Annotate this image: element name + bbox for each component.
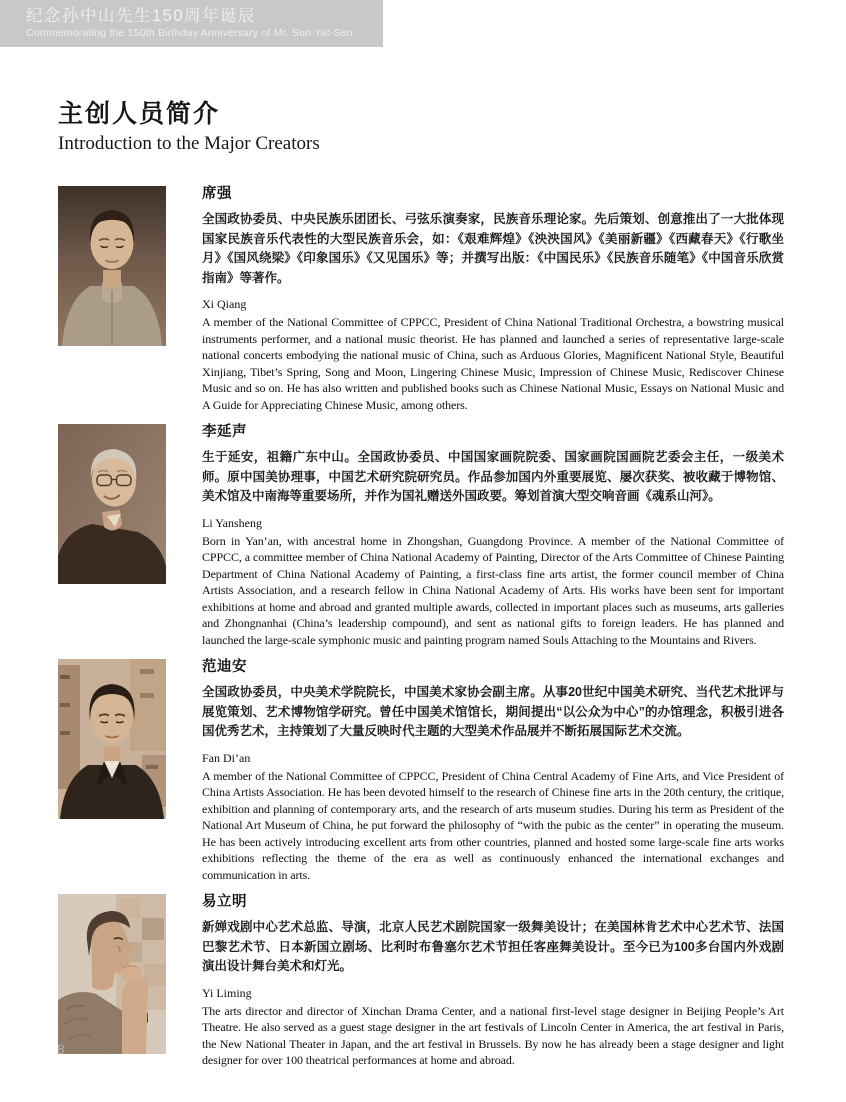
sepia-portrait-frontal: [58, 186, 166, 346]
portrait-photo-yi-liming: [58, 894, 166, 1054]
portrait-photo-xi-qiang: [58, 186, 166, 346]
profile-name-en: Li Yansheng: [202, 515, 263, 530]
profile-xi-qiang: [58, 186, 788, 413]
page-title-zh: 主创人员简介: [58, 100, 221, 128]
profile-name-zh: 易立明: [202, 894, 247, 910]
header-banner: [0, 0, 383, 47]
page-title-en: Introduction to the Major Creators: [58, 133, 320, 154]
profile-bio-zh: 全国政协委员，中央美术学院院长，中国美术家协会副主席。从事20世纪中国美术研究、当代艺术批评与展览策划、艺术博物馆学研究。曾任中国美术馆馆长，期间提出“以公众为中心”的办馆理念，积极引进各国优秀艺术，主持策划了大量反映时代主题的大型美术作品展并不断拓展国际艺术交流。: [202, 685, 784, 738]
sepia-portrait-profile-thinking: [58, 894, 166, 1054]
profile-name-en: Fan Di’an: [202, 750, 251, 765]
profile-text-block: [202, 186, 784, 413]
portrait-photo-fan-dian: [58, 659, 166, 819]
profile-yi-liming: [58, 894, 788, 1069]
portrait-photo-li-yansheng: [58, 424, 166, 584]
profile-text-block: [202, 894, 784, 1069]
profile-bio-zh: 新婵戏剧中心艺术总监、导演，北京人民艺术剧院国家一级舞美设计；在美国林肯艺术中心艺术节、法国巴黎艺术节、日本新国立剧场、比利时布鲁塞尔艺术节担任客座舞美设计。至今已为100多台国内外戏剧演出设计舞台美术和灯光。: [202, 920, 784, 973]
sepia-portrait-suit: [58, 659, 166, 819]
profile-bio-en: A member of the National Committee of CPPCC, President of China Central Academy of Fine Arts, and Vice President of China Artists Association. He has been devoted himself to the research of Chinese fine arts in the 20th century, the critique, exhibition and planning of contemporary arts, and the research of arts museum studies. During his term as President of the National Art Museum of China, he put forward the philosophy of “with the pubic as the center” in operating the museum. He has been actively introducing excellent arts from other countries, planned and hosted some large-scale fine arts works exhibitions reflecting the theme of the era as well as continuously enhanced the international exchanges and communication in arts.: [202, 768, 784, 882]
profile-name-en: Xi Qiang: [202, 297, 247, 311]
banner-title-zh: 纪念孙中山先生150周年诞辰: [26, 7, 257, 25]
profile-name-zh: 范迪安: [202, 659, 247, 675]
banner-subtitle-en: Commemorating the 150th Birthday Anniversary of Mr. Sun Yat-Sen: [26, 27, 353, 39]
profile-name-en: Yi Liming: [202, 985, 252, 1000]
profile-bio-en: Born in Yan’an, with ancestral home in Zhongshan, Guangdong Province. A member of the National Committee of CPPCC, a committee member of China National Academy of Painting, Director of the Arts Committee of Chinese Painting Department of China National Academy of Painting, a first-class fine arts artist, the former council member of China Artists Association, and a research fellow in China National Academy of Arts. His works have been sent for important exhibitions at home and abroad and granted multiple awards, collected in important places such as museums, arts galleries and Zhongnanhai (China’s leadership compound), and sent as national gifts to foreign leaders. He has planned and launched the large-scale symphonic music and painting program named Souls Attaching to the Mountains and Rivers.: [202, 533, 784, 647]
profile-li-yansheng: [58, 424, 788, 648]
profile-text-block: [202, 659, 784, 883]
profile-bio-en: A member of the National Committee of CPPCC, President of China National Traditional Orchestra, a bowstring musical instruments performer, and a national music theorist. He has planned and launched a series of representative large-scale national concerts embodying the national music of China, such as Arduous Glories, Magnificent National Style, Beautiful Xinjiang, Tibet’s Spring, Song and Moon, Lingering Chinese Music, Impression of Chinese Music, Rediscover Chinese Music and so on. He has also written and published books such as Chinese National Music, Essays on National Music and A Guide for Appreciating Chinese Music, among others.: [202, 315, 784, 412]
page-number: 8: [57, 1042, 65, 1057]
profile-bio-zh: 生于延安，祖籍广东中山。全国政协委员、中国国家画院院委、国家画院国画院艺委会主任，一级美术师。原中国美协理事，中国艺术研究院研究员。作品参加国内外重要展览、屡次获奖、被收藏于博物馆、美术馆及中南海等重要场所，并作为国礼赠送外国政要。筹划首演大型交响音画《魂系山河》。: [202, 450, 784, 503]
page-heading: [58, 94, 320, 155]
profile-text-block: [202, 424, 784, 648]
profile-bio-en: The arts director and director of Xinchan Drama Center, and a national first-level stage designer in Beijing People’s Art Theatre. He also served as a guest stage designer in the art festivals of Lincoln Center in America, the art festival in Paris, the New National Theater in Japan, and the art festival in Brussels. By now he has already been a stage designer and light designer for over 100 theatrical performances at home and abroad.: [202, 1003, 784, 1067]
profile-name-zh: 席强: [202, 186, 232, 202]
profile-fan-dian: [58, 659, 788, 883]
profile-name-zh: 李延声: [202, 424, 247, 440]
profile-bio-zh: 全国政协委员、中央民族乐团团长、弓弦乐演奏家，民族音乐理论家。先后策划、创意推出了一大批体现国家民族音乐代表性的大型民族音乐会，如：《艰难辉煌》《泱泱国风》《美丽新疆》《西藏春天》《行歌坐月》《国风绕梁》《印象国乐》《又见国乐》等；并撰写出版：《中国民乐》《民族音乐随笔》《中国音乐欣赏指南》等著作。: [202, 212, 784, 285]
sepia-portrait-glasses: [58, 424, 166, 584]
creator-profiles-list: [58, 186, 788, 1080]
